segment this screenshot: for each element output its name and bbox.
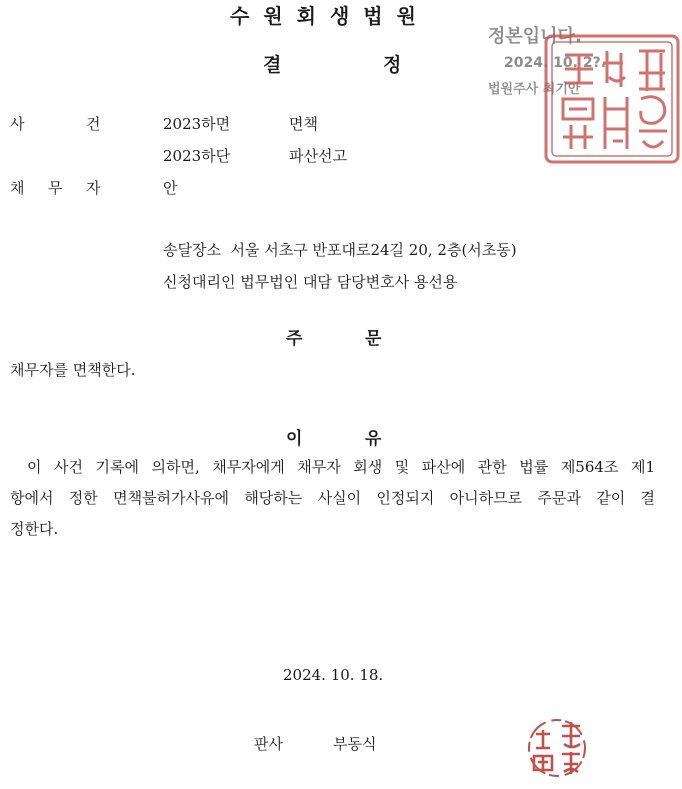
order-heading-char1: 주 — [286, 329, 303, 349]
case-number-2: 2023하단 — [163, 147, 231, 165]
reason-line-2: 항에서 정한 면책불허가사유에 해당하는 사실이 인정되지 아니하므로 주문과 같이 결 — [10, 489, 655, 507]
debtor-name: 안 — [163, 179, 178, 197]
debtor-label-char1: 채 — [10, 179, 25, 197]
reason-line-1: 이 사건 기록에 의하면, 채무자에게 채무자 회생 및 파산에 관한 법률 제564조 제1 — [27, 458, 655, 476]
court-name: 수원회생법원 — [230, 4, 430, 28]
certification-date: 2024. 10. 2?. — [504, 55, 607, 71]
court-seal-icon — [543, 33, 681, 165]
case-type-2: 파산선고 — [289, 147, 347, 165]
case-label-char1: 사 — [10, 115, 25, 133]
case-type-1: 면책 — [289, 115, 318, 133]
judge-name: 부동식 — [333, 735, 377, 753]
order-heading-char2: 문 — [365, 329, 382, 349]
order-text: 채무자를 면책한다. — [10, 361, 136, 379]
document-title-right: 정 — [383, 54, 402, 76]
reason-heading-char2: 유 — [365, 429, 382, 449]
judge-title: 판사 — [254, 735, 283, 753]
service-address: 송달장소 서울 서초구 반포대로24길 20, 2층(서초동) — [163, 241, 517, 259]
reason-line-3: 정한다. — [10, 520, 59, 538]
decision-date: 2024. 10. 18. — [283, 666, 384, 684]
certification-clerk: 법원주사 최기안 — [488, 82, 581, 97]
applicant-agent: 신청대리인 법무법인 대담 담당변호사 용선용 — [163, 273, 458, 291]
case-label-char2: 건 — [86, 115, 101, 133]
case-number-1: 2023하면 — [163, 115, 231, 133]
certification-line1: 정본입니다. — [488, 26, 582, 47]
document-title-left: 결 — [263, 54, 282, 76]
debtor-label-char2: 무 — [48, 179, 63, 197]
debtor-label-char3: 자 — [86, 179, 101, 197]
reason-heading-char1: 이 — [286, 429, 303, 449]
judge-seal-icon — [522, 712, 592, 782]
